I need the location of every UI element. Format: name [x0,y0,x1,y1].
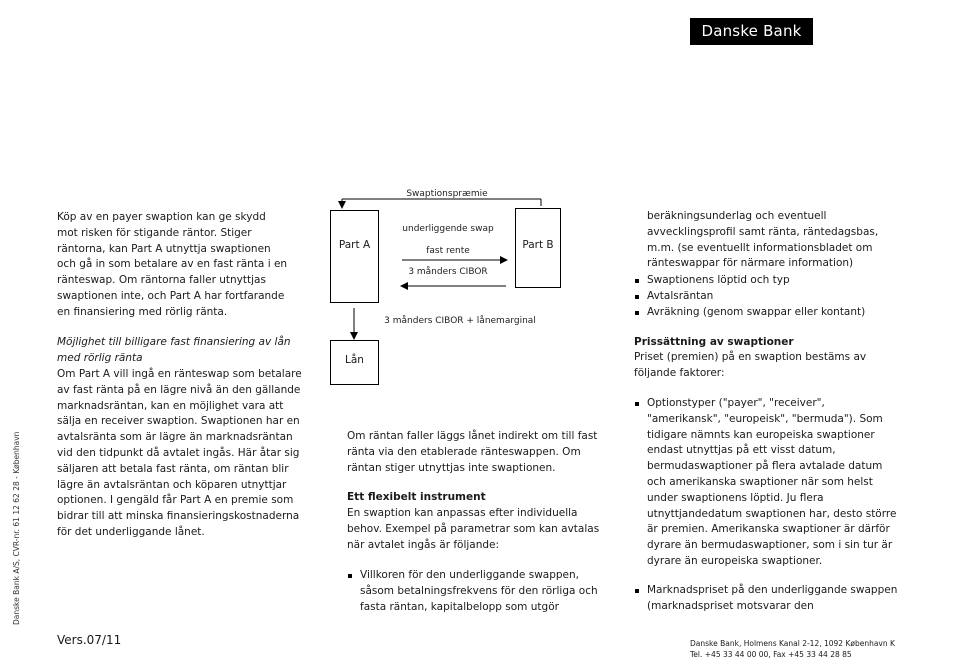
col3-text1: beräkningsunderlag och eventuell avvecklingsprofil samt ränta, räntedagsbas, m.m. (se eventuellt informationsbladet om ränteswappar för närmare information) [647,210,879,270]
col2-text1: Om räntan faller läggs lånet indirekt om till fast ränta via den etablerade ränteswappen. Om räntan stiger utnyttjas inte swaptionen. [347,430,598,474]
party-b-box [515,208,561,288]
party-a-label: Part A [338,239,371,251]
loan-box [330,340,379,385]
col3-bullet-loptid: Swaptionens löptid och typ [634,273,904,289]
loan-label: Lån [345,354,364,366]
col3-bullet-marknadspris [634,583,899,615]
swaption-diagram [330,180,570,385]
col3-bullet-a: Optionstyper ("payer", "receiver", "amerikansk", "europeisk", "bermuda"). Som tidigare nämnts kan europeiska swaptioner endast utnyttjas på ett visst datum, bermudaswaptioner på flera avtalade datum och amerikanska swaptioner när som helst under swaptionens löptid. Ju flera utnyttjandedatum swaptionen har, desto större är premien. Amerikanska swaptioner är därför dyrare än bermudaswaptioner, som i sin tur är dyrare än europeiska swaptioner. [634,396,899,570]
footer-phone: Tel. +45 33 44 00 00, Fax +45 33 44 28 85 [690,650,852,659]
col3-bullets1 [634,273,904,320]
col1-intro: Köp av en payer swaption kan ge skydd mot risken för stigande räntor. Stiger räntorna, kan Part A utnyttja swaptionen och gå in som betalare av en fast ränta i en ränteswap. Om räntorna faller utnyttjas swaptionen inte, och Part A har fortfarande en finansiering med rörlig ränta. [57,211,288,318]
loan-rate-label: 3 månders CIBOR + lånemarginal [384,316,536,326]
col1-body: Om Part A vill ingå en ränteswap som betalare av fast ränta på en lägre nivå än den gällande marknadsräntan, kan en möjlighet vara att sälja en receiver swaption. Swaptionen har en avtalsränta som är lägre än marknadsräntan vid den tidpunkt då avtalet ingås. Här åtar sig säljaren att betala fast ränta, om räntan blir lägre än avtalsräntan och köparen utnyttjar optionen. I gengäld får Part A en premie som bidrar till att minska finansieringskostnaderna för det underliggande lånet. [57,368,302,538]
col3-bullet-avrakning: Avräkning (genom swappar eller kontant) [634,305,904,321]
col3-bullet-optionstyper [634,396,899,570]
cibor-label: 3 månders CIBOR [408,267,488,277]
party-b-label: Part B [522,239,554,251]
side-company-label: Danske Bank A/S, CVR-nr. 61 12 62 28 - København [12,431,21,625]
swap-title: underliggende swap [402,224,494,234]
fixed-rate-label: fast rente [426,246,470,256]
col3-text2: Priset (premien) på en swaption bestäms av följande faktorer: [634,351,867,379]
danske-bank-logo: Danske Bank [690,18,813,45]
col3-heading: Prissättning av swaptioner [634,336,794,348]
version-label: Vers.07/11 [57,633,122,647]
side-company-text [0,420,22,630]
col2-bullet-1: Villkoren för den underliggande swappen, såsom betalningsfrekvens för den rörliga och fasta räntan, kapitalbelopp som utgör [347,568,615,615]
col1-heading: Möjlighet till billigare fast finansiering av lån med rörlig ränta [57,336,291,364]
col2-text2: En swaption kan anpassas efter individuella behov. Exempel på parametrar som kan avtalas när avtalet ingås är följande: [347,507,600,551]
col2-heading: Ett flexibelt instrument [347,491,486,503]
footer-address: Danske Bank, Holmens Kanal 2-12, 1092 København K [690,639,895,648]
col3-bullet-avtalsrantan: Avtalsräntan [634,289,904,305]
col2-bullets [347,568,615,615]
premium-label: Swaptionspræmie [406,189,488,199]
party-a-box [330,210,379,303]
col3-bullet-b: Marknadspriset på den underliggande swappen (marknadspriset motsvarar den [634,583,899,615]
